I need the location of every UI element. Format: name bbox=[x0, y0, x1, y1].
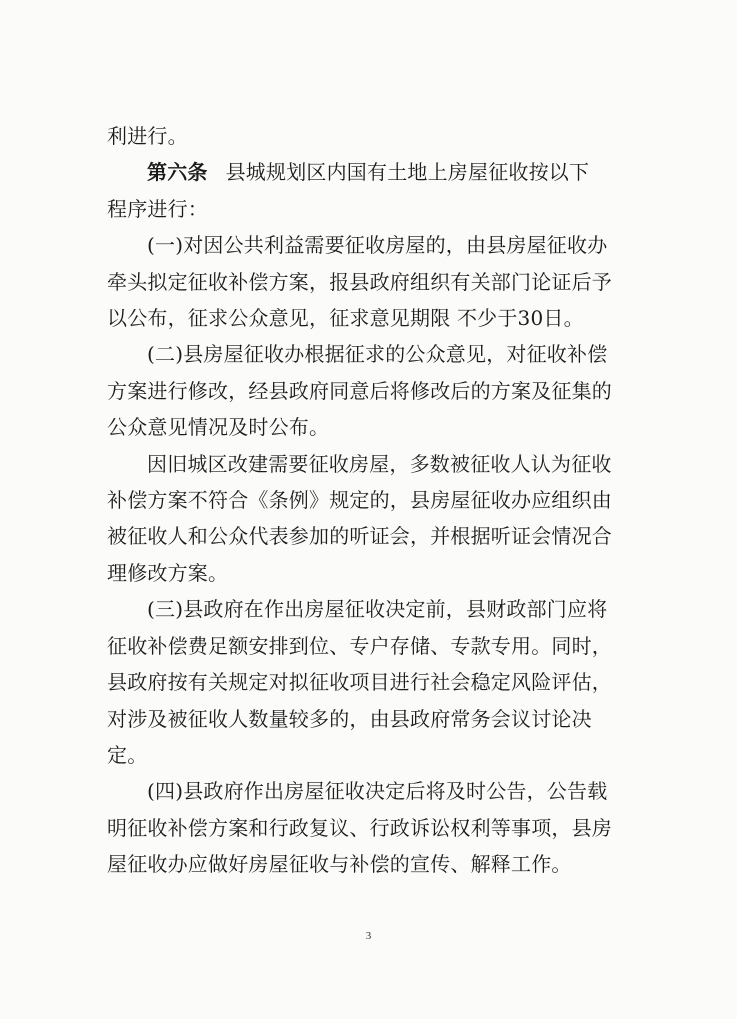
text-line: 公众意见情况及时公布。 bbox=[107, 415, 330, 440]
text-line: 利进行。 bbox=[107, 124, 188, 148]
text-line: 被征收人和公众代表参加的听证会，并根据听证会情况合 bbox=[107, 524, 612, 549]
text-line: (四)县政府作出房屋征收决定后将及时公告，公告载 bbox=[147, 779, 608, 804]
text-line: 牵头拟定征收补偿方案，报县政府组织有关部门论证后予 bbox=[107, 269, 612, 294]
text-line: 明征收补偿方案和行政复议、行政诉讼权利等事项，县房 bbox=[107, 815, 612, 840]
text-line: 屋征收办应做好房屋征收与补偿的宣传、解释工作。 bbox=[107, 852, 572, 877]
text-line: 程序进行： bbox=[107, 196, 208, 221]
text-line: 对涉及被征收人数量较多的，由县政府常务会议讨论决 bbox=[107, 706, 592, 731]
text-line: (三)县政府在作出房屋征收决定前，县财政部门应将 bbox=[147, 597, 608, 622]
article-text: 县城规划区内国有土地上房屋征收按以下 bbox=[225, 160, 590, 185]
text-line: 因旧城区改建需要征收房屋，多数被征收人认为征收 bbox=[147, 451, 612, 476]
text-line: 补偿方案不符合《条例》规定的，县房屋征收办应组织由 bbox=[107, 488, 612, 513]
text-line: 定。 bbox=[107, 742, 148, 767]
text-line: 方案进行修改，经县政府同意后将修改后的方案及征集的 bbox=[107, 378, 612, 403]
text-line: 县政府按有关规定对拟征收项目进行社会稳定风险评估， bbox=[107, 670, 612, 695]
body-text bbox=[107, 118, 641, 883]
text-line: (一)对因公共利益需要征收房屋的，由县房屋征收办 bbox=[147, 233, 608, 258]
page-number: 3 bbox=[365, 930, 372, 942]
article-label: 第六条 bbox=[147, 160, 208, 185]
article-heading-line bbox=[107, 154, 641, 190]
text-line: 理修改方案。 bbox=[107, 560, 229, 585]
text-line: 以公布，征求公众意见，征求意见期限 不少于30日。 bbox=[107, 306, 584, 331]
text-line: 征收补偿费足额安排到位、专户存储、专款专用。同时， bbox=[107, 633, 612, 658]
text-line: (二)县房屋征收办根据征求的公众意见，对征收补偿 bbox=[147, 342, 608, 367]
